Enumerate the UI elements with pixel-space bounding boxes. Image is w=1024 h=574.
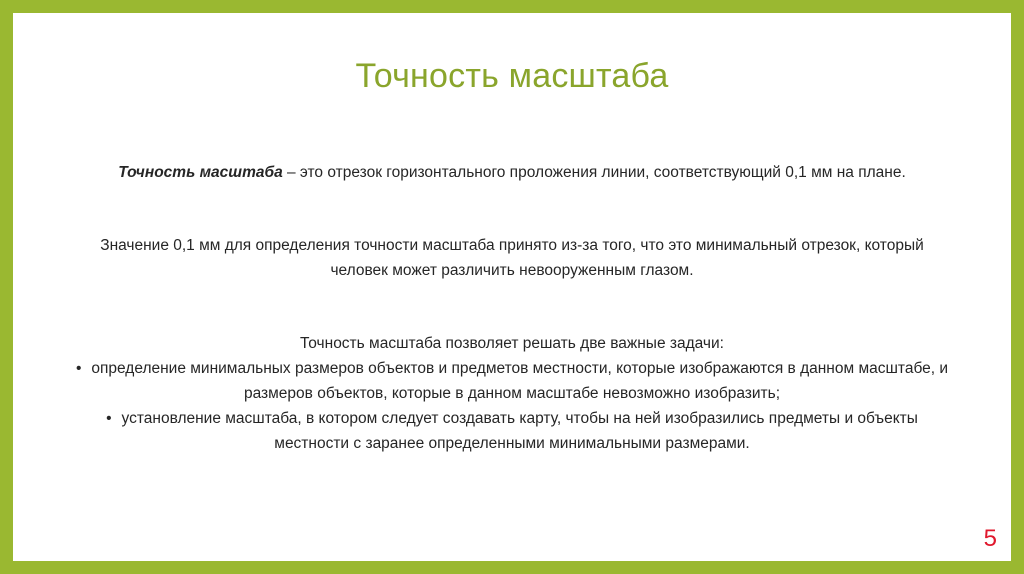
page-number: 5 bbox=[983, 525, 997, 552]
task-text-2: установление масштаба, в котором следует создавать карту, чтобы на ней изобразились предметы и объекты местности с заранее определенными минимальными размерами. bbox=[121, 410, 918, 452]
task-text-1: определение минимальных размеров объектов и предметов местности, которые изображаются в данном масштабе, и размеров объектов, которые в данном масштабе невозможно изобразить; bbox=[91, 360, 949, 402]
task-item-1 bbox=[73, 356, 951, 406]
tasks-list bbox=[73, 356, 951, 456]
slide-body bbox=[73, 160, 951, 456]
definition-paragraph bbox=[73, 160, 951, 185]
definition-term: Точность масштаба bbox=[118, 164, 283, 181]
tasks-intro: Точность масштаба позволяет решать две важные задачи: bbox=[300, 335, 724, 352]
task-item-2 bbox=[73, 406, 951, 456]
bullet-icon: • bbox=[75, 360, 82, 377]
bullet-icon: • bbox=[106, 410, 112, 427]
slide-title: Точность масштаба bbox=[355, 57, 669, 95]
explanation-paragraph: Значение 0,1 мм для определения точности масштаба принято из-за того, что это минимальный отрезок, который человек может различить невооруженным глазом. bbox=[100, 237, 924, 279]
definition-text: – это отрезок горизонтального проложения линии, соответствующий 0,1 мм на плане. bbox=[282, 164, 906, 181]
